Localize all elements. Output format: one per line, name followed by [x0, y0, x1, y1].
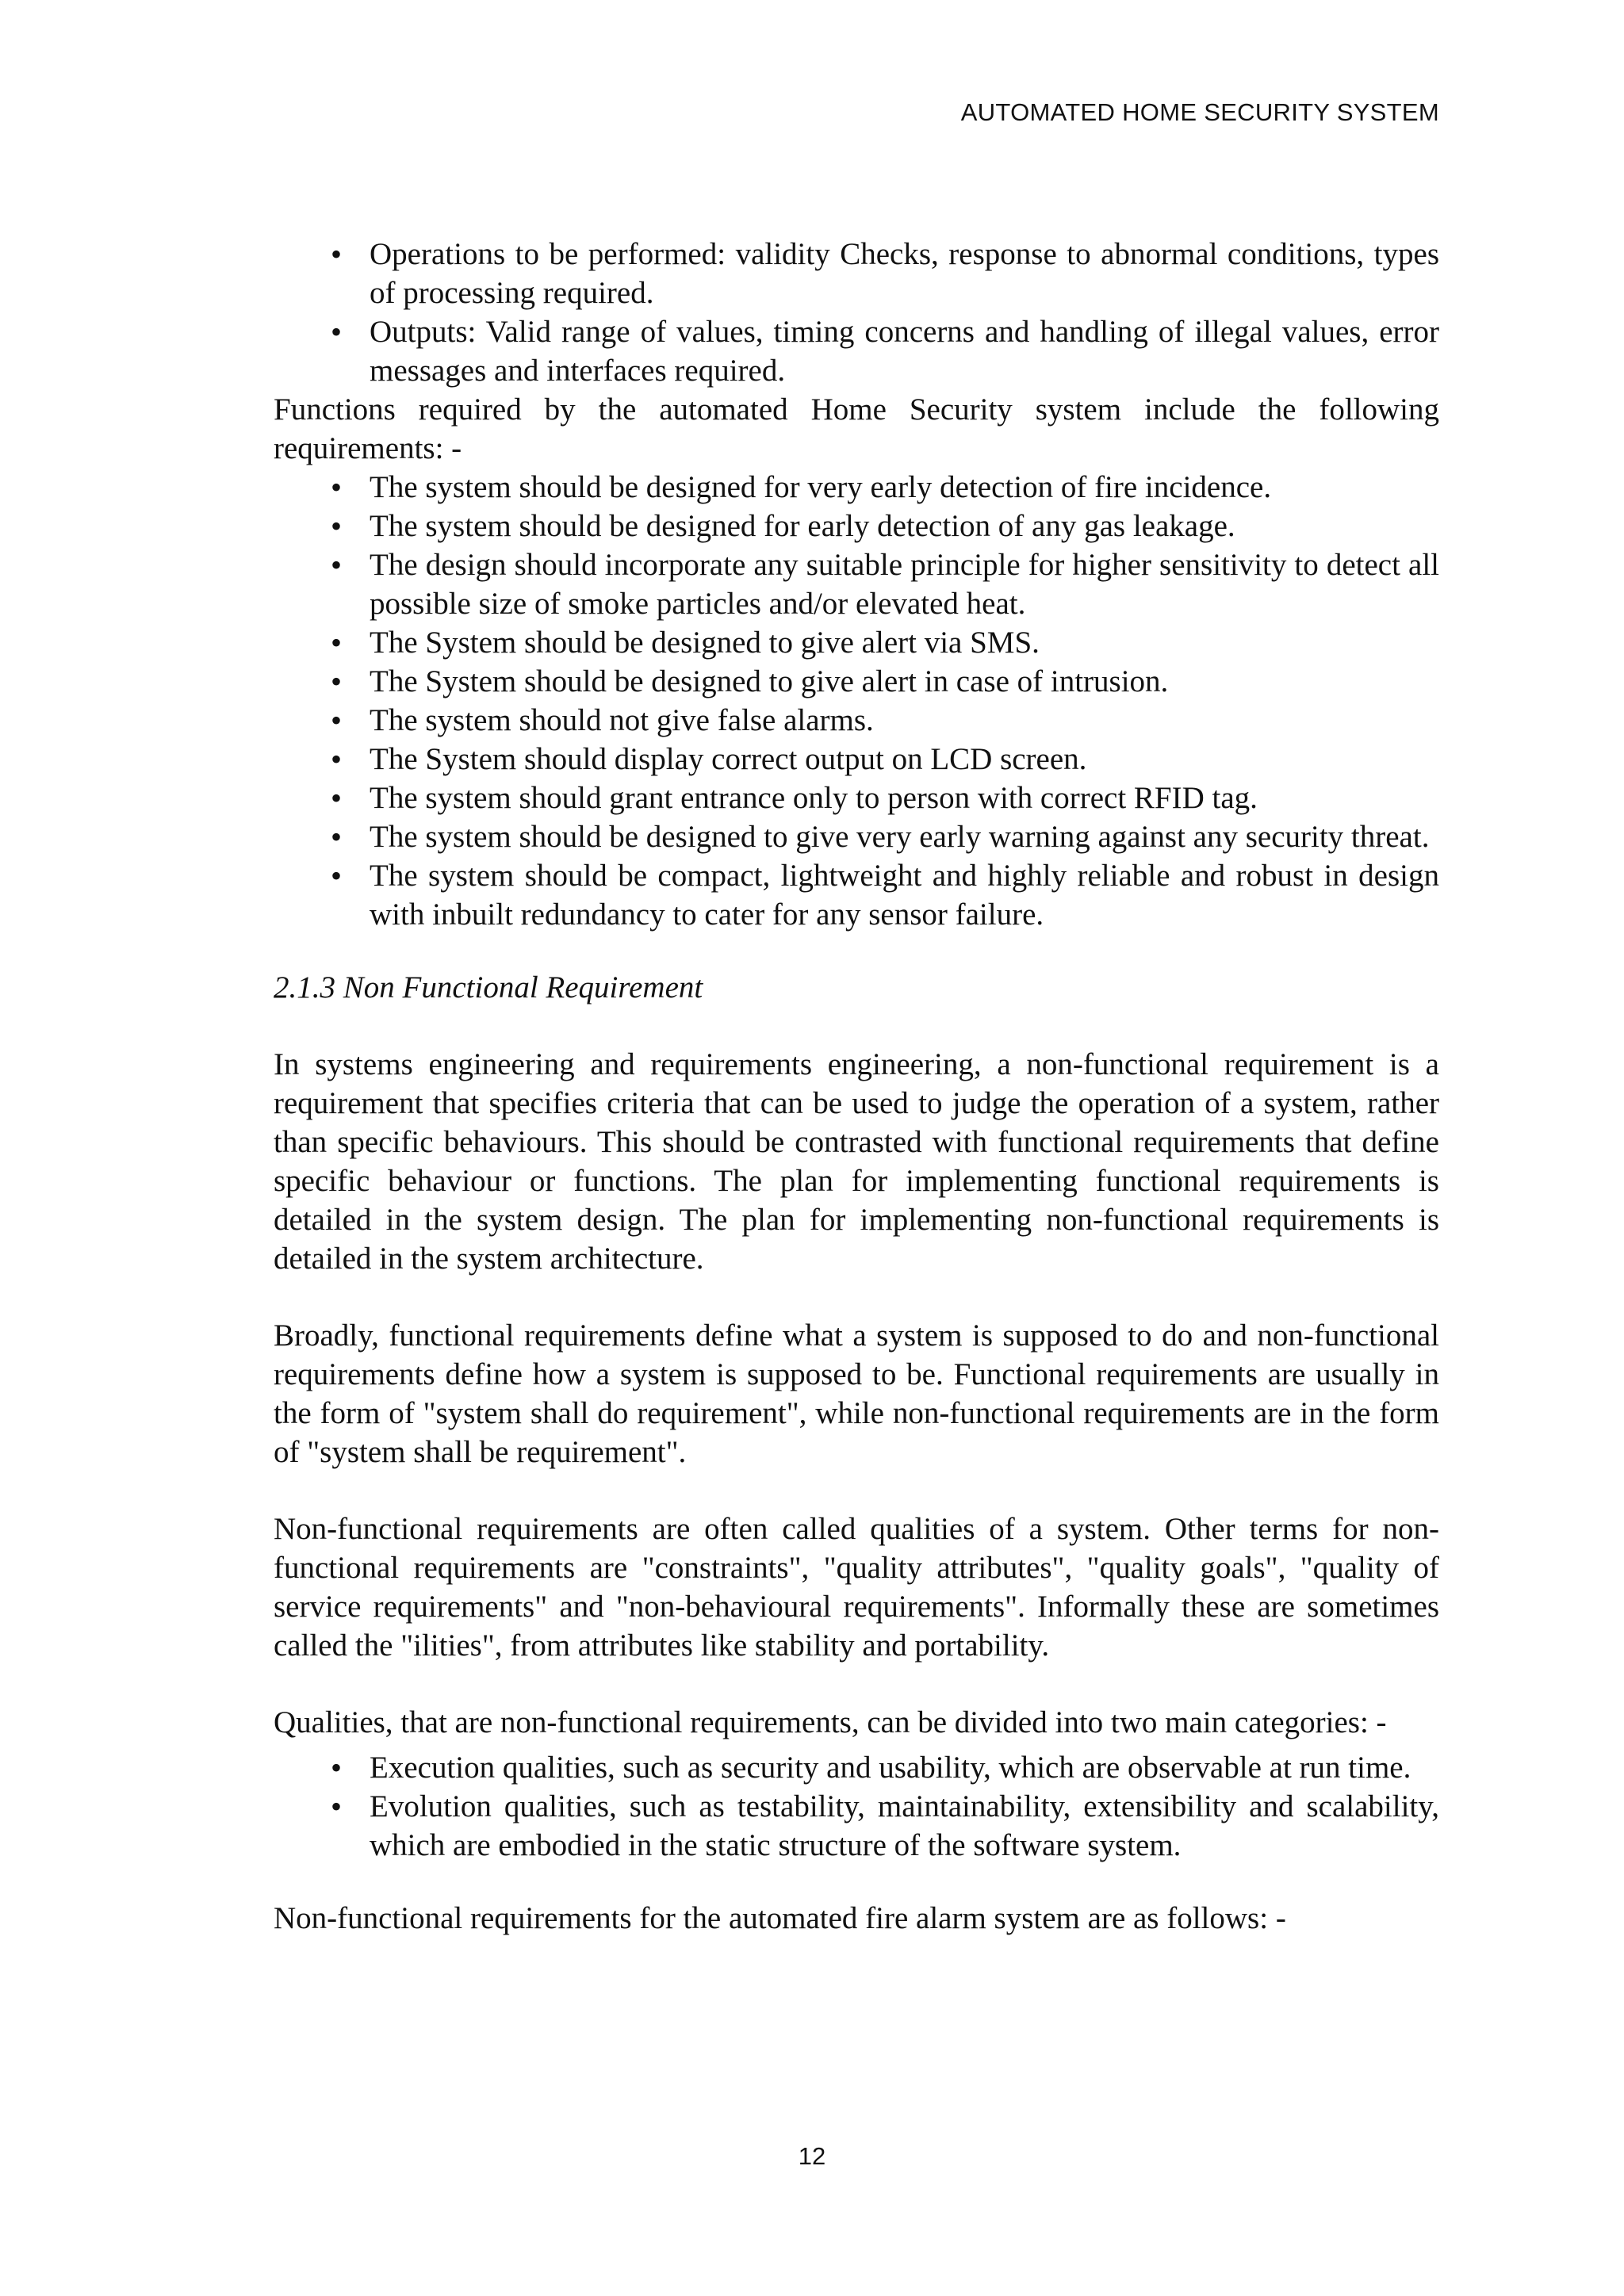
list-item — [274, 235, 1439, 312]
list-item — [274, 856, 1439, 934]
list-item — [274, 468, 1439, 507]
paragraph: In systems engineering and requirements engineering, a non-functional requirement is a requirement that specifies criteria that can be used to judge the operation of a system, rather than specific behaviours. This should be contrasted with functional requirements that define specific behaviour or functions. The plan for implementing functional requirements is detailed in the system design. The plan for implementing non-functional requirements is detailed in the system architecture. — [274, 1047, 1439, 1276]
bullet-icon: • — [331, 547, 343, 583]
list-item — [274, 1787, 1439, 1865]
bullet-icon: • — [331, 469, 343, 505]
list-item-text: Evolution qualities, such as testability, maintainability, extensibility and scalability, which are embodied in the static structure of the software system. — [370, 1789, 1439, 1862]
list-item — [274, 740, 1439, 779]
quality-categories-list — [274, 1748, 1439, 1865]
bullet-icon: • — [331, 625, 343, 660]
bullet-icon: • — [331, 1789, 343, 1824]
functional-requirements-list — [274, 468, 1439, 934]
bullet-icon: • — [331, 508, 343, 544]
list-item-text: The system should be compact, lightweight and highly reliable and robust in design with inbuilt redundancy to cater for any sensor failure. — [370, 859, 1439, 932]
paragraph: Non-functional requirements are often called qualities of a system. Other terms for non-functional requirements are "constraints", "quality attributes", "quality goals", "quality of service requirements" and "non-behavioural requirements". Informally these are sometimes called the "ilities", from attributes like stability and portability. — [274, 1512, 1439, 1663]
list-item-text: The system should be designed for very early detection of fire incidence. — [370, 470, 1272, 504]
paragraph: Broadly, functional requirements define what a system is supposed to do and non-functional requirements define how a system is supposed to be. Functional requirements are usually in the form of "system shall do requirement", while non-functional requirements are in the form of "system shall be requirement". — [274, 1318, 1439, 1469]
top-bullet-list — [274, 235, 1439, 390]
closing-line: Non-functional requirements for the automated fire alarm system are as follows: - — [274, 1901, 1286, 1935]
list-item — [274, 507, 1439, 545]
list-item-text: The design should incorporate any suitable principle for higher sensitivity to detect all possible size of smoke particles and/or elevated heat. — [370, 548, 1439, 621]
bullet-icon: • — [331, 1750, 343, 1785]
bullet-icon: • — [331, 780, 343, 816]
list-item-text: The system should be designed to give very early warning against any security threat. — [370, 820, 1430, 854]
list-item-text: Outputs: Valid range of values, timing concerns and handling of illegal values, error messages and interfaces required. — [370, 315, 1439, 388]
body-text — [274, 235, 1439, 1938]
list-item — [274, 623, 1439, 662]
list-item-text: The System should display correct output on LCD screen. — [370, 742, 1087, 776]
list-item — [274, 817, 1439, 856]
list-item-text: The system should grant entrance only to person with correct RFID tag. — [370, 781, 1258, 815]
bullet-icon: • — [331, 702, 343, 738]
page-number: 12 — [798, 2142, 826, 2170]
bullet-icon: • — [331, 819, 343, 855]
bullet-icon: • — [331, 858, 343, 894]
list-item-text: The System should be designed to give alert in case of intrusion. — [370, 664, 1169, 698]
bullet-icon: • — [331, 741, 343, 777]
running-header: AUTOMATED HOME SECURITY SYSTEM — [960, 98, 1439, 126]
list-item-text: The System should be designed to give alert via SMS. — [370, 626, 1040, 660]
bullet-icon: • — [331, 664, 343, 699]
qualities-intro: Qualities, that are non-functional requirements, can be divided into two main categories: - — [274, 1705, 1387, 1739]
list-item-text: Operations to be performed: validity Checks, response to abnormal conditions, types of processing required. — [370, 237, 1439, 310]
list-item — [274, 1748, 1439, 1787]
list-item-text: The system should not give false alarms. — [370, 703, 874, 737]
bullet-icon: • — [331, 236, 343, 272]
list-item — [274, 779, 1439, 817]
functions-intro: Functions required by the automated Home Security system include the following requirements: - — [274, 392, 1439, 465]
bullet-icon: • — [331, 314, 343, 350]
list-item — [274, 545, 1439, 623]
list-item — [274, 701, 1439, 740]
list-item-text: The system should be designed for early detection of any gas leakage. — [370, 509, 1235, 543]
list-item-text: Execution qualities, such as security and usability, which are observable at run time. — [370, 1751, 1411, 1785]
list-item — [274, 662, 1439, 701]
list-item — [274, 312, 1439, 390]
section-heading: 2.1.3 Non Functional Requirement — [274, 970, 703, 1004]
